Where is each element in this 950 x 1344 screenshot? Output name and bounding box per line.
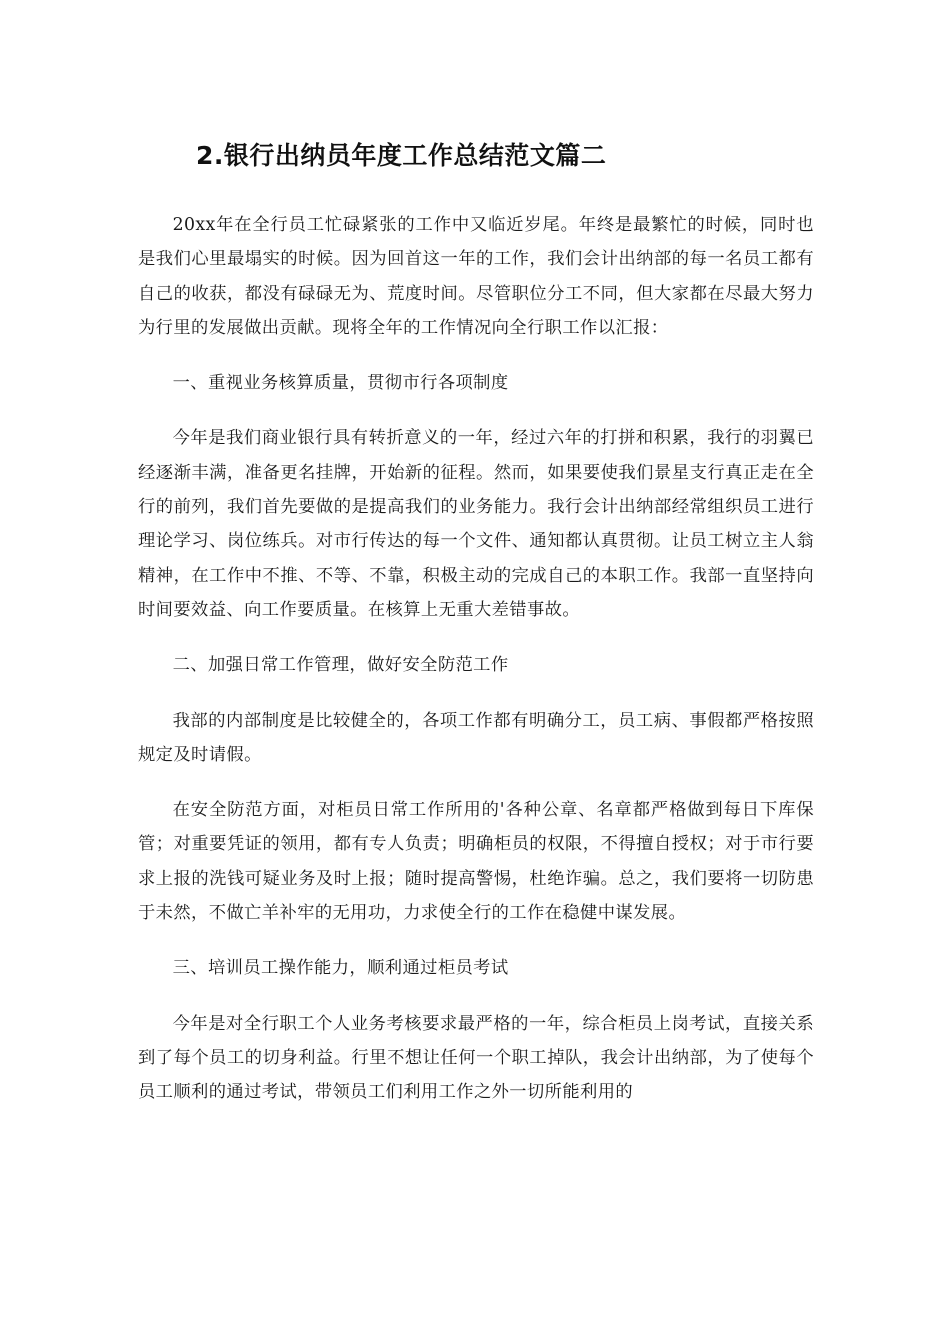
paragraph: 今年是我们商业银行具有转折意义的一年，经过六年的打拼和积累，我行的羽翼已经逐渐丰满，准备更名挂牌，开始新的征程。然而，如果要使我们景星支行真正走在全行的前列，我们首先要做的是提高我们的业务能力。我行会计出纳部经常组织员工进行理论学习、岗位练兵。对市行传达的每一个文件、通知都认真贯彻。让员工树立主人翁精神，在工作中不推、不等、不靠，积极主动的完成自己的本职工作。我部一直坚持向时间要效益、向工作要质量。在核算上无重大差错事故。 xyxy=(138,428,814,620)
paragraph: 在安全防范方面，对柜员日常工作所用的'各种公章、名章都严格做到每日下库保管；对重要凭证的领用，都有专人负责；明确柜员的权限，不得擅自授权；对于市行要求上报的洗钱可疑业务及时上报；随时提高警惕，杜绝诈骗。总之，我们要将一切防患于未然，不做亡羊补牢的无用功，力求使全行的工作在稳健中谋发展。 xyxy=(138,800,814,924)
document-body xyxy=(138,208,814,1110)
paragraph: 今年是对全行职工个人业务考核要求最严格的一年，综合柜员上岗考试，直接关系到了每个员工的切身利益。行里不想让任何一个职工掉队，我会计出纳部，为了使每个员工顺利的通过考试，带领员工们利用工作之外一切所能利用的 xyxy=(138,1013,814,1103)
section-heading: 二、加强日常工作管理，做好安全防范工作 xyxy=(172,655,509,676)
document-page xyxy=(138,136,814,1131)
paragraph: 我部的内部制度是比较健全的，各项工作都有明确分工，员工病、事假都严格按照规定及时请假。 xyxy=(138,710,814,765)
document-title: 2.银行出纳员年度工作总结范文篇二 xyxy=(196,141,607,170)
section-heading: 一、重视业务核算质量，贯彻市行各项制度 xyxy=(172,373,509,394)
paragraph: 20xx年在全行员工忙碌紧张的工作中又临近岁尾。年终是最繁忙的时候，同时也是我们心里最塌实的时候。因为回首这一年的工作，我们会计出纳部的每一名员工都有自己的收获，都没有碌碌无为、荒度时间。尽管职位分工不同，但大家都在尽最大努力为行里的发展做出贡献。现将全年的工作情况向全行职工作以汇报： xyxy=(138,215,814,338)
section-heading: 三、培训员工操作能力，顺利通过柜员考试 xyxy=(172,958,509,979)
